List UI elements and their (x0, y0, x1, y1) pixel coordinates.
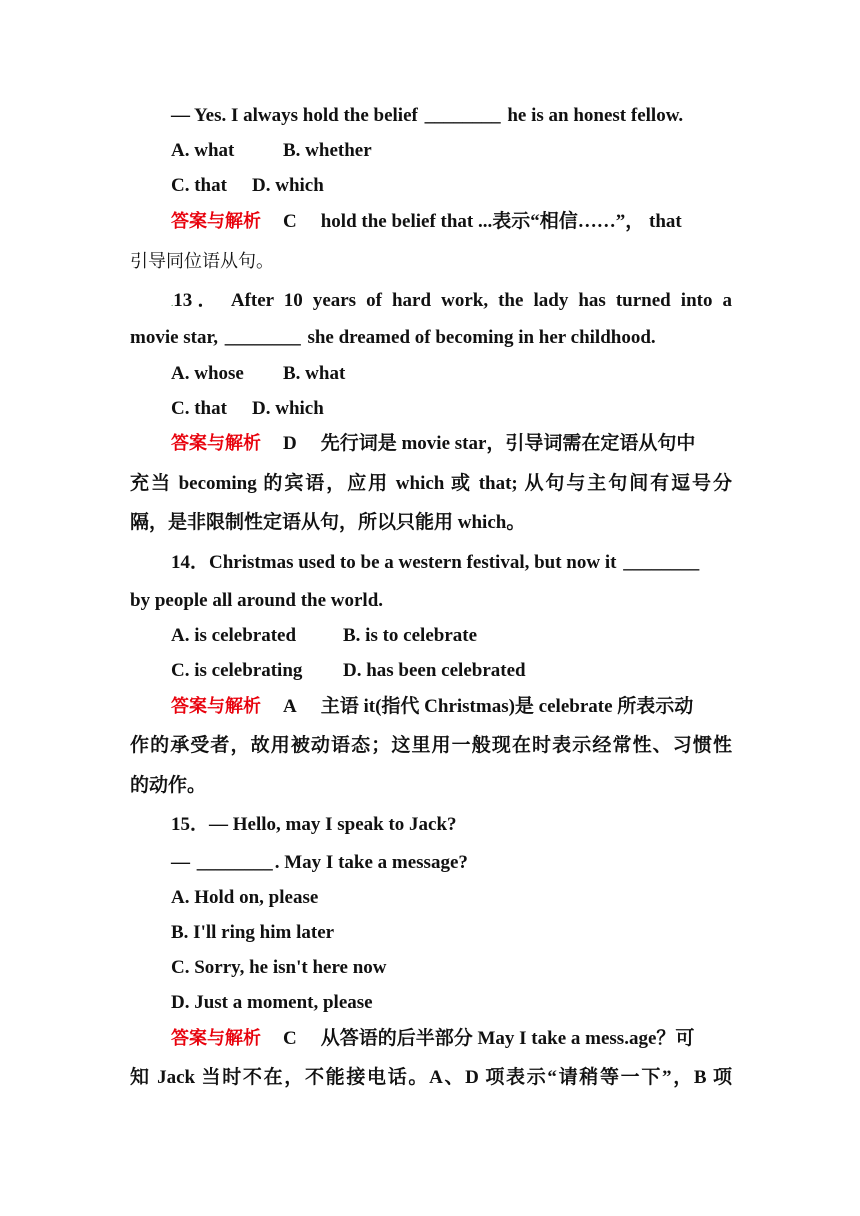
q15-stem-1 (171, 813, 732, 837)
q14-explanation-1: 主语 it(指代 Christmas)是 celebrate 所表示动 (320, 696, 694, 717)
q14-options-cd (171, 659, 732, 683)
q13-option-c: C. that (171, 398, 227, 419)
q15-stem-text: — Hello, may I speak to Jack? (209, 814, 457, 835)
q15-option-a: A. Hold on, please (171, 887, 319, 908)
q12-stem (171, 104, 732, 128)
q13-option-d: D. which (252, 398, 324, 419)
q14-option-b: B. is to celebrate (343, 625, 478, 646)
q13-explanation-3: 隔，是非限制性定语从句，所以只能用 which。 (130, 512, 526, 533)
q14-options-ab (171, 624, 732, 648)
q15-option-c: C. Sorry, he isn't here now (171, 957, 387, 978)
q14-blank: ________ (623, 552, 700, 573)
q13-stem-2 (130, 326, 732, 350)
q13-mark: . (171, 298, 174, 308)
q15-number: 15． (171, 814, 210, 835)
q13-answer-letter: D (283, 433, 297, 454)
q14-answer-letter: A (283, 696, 297, 717)
q15-option-b: B. I'll ring him later (171, 922, 335, 943)
q13-stem-text-2: movie star, (130, 327, 223, 348)
q14-number: 14． (171, 552, 210, 573)
q15-stem-2 (171, 851, 732, 875)
q13-answer-label: 答案与解析 (171, 433, 261, 454)
q15-explanation-2: 知 Jack 当时不在，不能接电话。A、D 项表示“请稍等一下”，B 项 (130, 1067, 732, 1088)
q15-blank: ________ (196, 852, 273, 873)
q15-explanation-1: 从答语的后半部分 May I take a mess.age？可 (320, 1028, 695, 1049)
q12-options-ab (171, 139, 732, 163)
q14-option-d: D. has been celebrated (343, 660, 526, 681)
q12-answer (171, 210, 732, 234)
q12-answer-letter: C (283, 211, 297, 232)
q13-answer (171, 432, 732, 456)
q12-option-d: D. which (252, 175, 324, 196)
q14-option-a: A. is celebrated (171, 625, 297, 646)
q12-explanation-1: hold the belief that ...表示“相信……”， that (320, 211, 682, 232)
q14-stem-1 (171, 551, 732, 575)
q14-explanation-3: 的动作。 (130, 775, 207, 796)
q12-options-cd (171, 174, 732, 198)
q12-explanation-2: 引导同位语从句。 (130, 251, 274, 272)
q14-explanation-2: 作的承受者，故用被动语态；这里用一般现在时表示经常性、习惯性 (130, 735, 732, 756)
q14-answer (171, 695, 732, 719)
q12-option-b: B. whether (283, 140, 372, 161)
q12-blank: ________ (424, 105, 501, 126)
q15-stem-text-2: . May I take a message? (274, 852, 468, 873)
q13-option-b: B. what (283, 363, 346, 384)
q12-option-c: C. that (171, 175, 227, 196)
q14-answer-label: 答案与解析 (171, 696, 261, 717)
q13-explanation-2: 充当 becoming 的宾语，应用 which 或 that; 从句与主句间有逗号分 (130, 473, 732, 494)
q15-answer (171, 1027, 732, 1051)
q12-stem-text-end: he is an honest fellow. (502, 105, 684, 126)
q13-blank: ________ (224, 327, 301, 348)
q15-option-d: D. Just a moment, please (171, 992, 373, 1013)
q12-stem-text: — Yes. I always hold the belief (171, 105, 423, 126)
q13-explanation-1: 先行词是 movie star，引导词需在定语从句中 (320, 433, 696, 454)
q14-stem-text: Christmas used to be a western festival, but now it (209, 552, 622, 573)
q15-answer-letter: C (283, 1028, 297, 1049)
q13-options-ab (171, 362, 732, 386)
q15-stem-dash: — (171, 852, 195, 873)
q13-number: 13． (173, 290, 222, 311)
q13-stem-text-3: she dreamed of becoming in her childhood. (302, 327, 656, 348)
q14-stem-2: by people all around the world. (130, 590, 384, 611)
q14-option-c: C. is celebrating (171, 660, 303, 681)
q13-option-a: A. whose (171, 363, 244, 384)
q12-option-a: A. what (171, 140, 235, 161)
q12-answer-label: 答案与解析 (171, 211, 261, 232)
q15-answer-label: 答案与解析 (171, 1028, 261, 1049)
q13-options-cd (171, 397, 732, 421)
q13-stem-text: After 10 years of hard work, the lady has turned into a (230, 290, 732, 311)
q13-stem-1 (171, 289, 732, 315)
